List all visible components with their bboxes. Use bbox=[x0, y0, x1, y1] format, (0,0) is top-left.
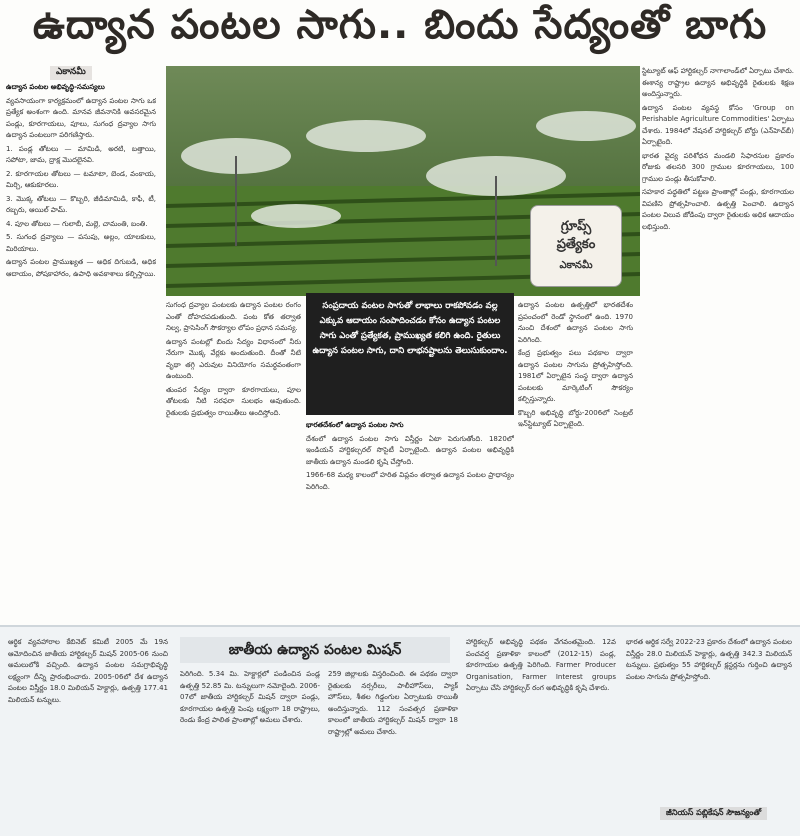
badge-line2: ప్రత్యేకం bbox=[556, 237, 596, 252]
col5-para: భారత వైద్య పరిశోధన మండలి సిఫారసుల ప్రకారం రోజుకు తలసరి 300 గ్రాముల కూరగాయలు, 100 గ్రాముల పండ్లు తీసుకోవాలి. bbox=[642, 151, 794, 183]
col5-para: సహకార పద్ధతిలో పట్టణ ప్రాంతాల్లో పండ్లు, కూరగాయల విపణిని ప్రోత్సహించాలి. ఉత్పత్తి పెంచాలి. ఉద్యాన పంటల విలువ జోడింపు ద్వారా రైతులకు అధిక ఆదాయం లభిస్తుంది. bbox=[642, 188, 794, 231]
col3-para: 1966-68 మధ్య కాలంలో హరిత విప్లవం తర్వాత ఉద్యాన పంటల ప్రాధాన్యం పెరిగింది. bbox=[306, 471, 514, 491]
col4-para: ఉద్యాన పంటల ఉత్పత్తిలో భారతదేశం ప్రపంచంలో రెండో స్థానంలో ఉంది. 1970 నుంచి దేశంలో ఉద్యాన పంటల సాగు పెరిగింది. bbox=[518, 301, 633, 344]
col3-para: దేశంలో ఉద్యాన పంటల సాగు విస్తీర్ణం ఏటా పెరుగుతోంది. 1820లో ఇండియన్ హార్టికల్చరల్ సొసైటీ ఏర్పాటైంది. ఉద్యాన పంటల అభివృద్ధికి జాతీయ ఉద్యాన మండలి కృషి చేస్తోంది. bbox=[306, 434, 514, 466]
article-column-2 bbox=[166, 300, 301, 620]
col2-para: సుగంధ ద్రవ్యాల పంటలకు ఉద్యాన పంటల రంగం ఎంతో దోహదపడుతుంది. పంట కోత తర్వాత నిల్వ, ప్రాసెసింగ్ సౌకర్యాల లోపం ప్రధాన సమస్య. bbox=[166, 301, 301, 332]
box-title: జాతీయ ఉద్యాన పంటల మిషన్ bbox=[180, 637, 450, 663]
box-column-2: పెరిగింది. 5.34 మి. హెక్టార్లలో పండించిన పండ్ల ఉత్పత్తి 52.85 మి. టన్నులుగా నమోదైంది. 2006-07లో జాతీయ హార్టికల్చర్ మిషన్ ద్వారా పండ్లు, కూరగాయల ఉత్పత్తి పెంపు లక్ష్యంగా 18 రాష్ట్రాలు, రెండు కేంద్ర పాలిత ప్రాంతాల్లో అమలు చేశారు. bbox=[180, 670, 320, 724]
col1-heading: ఉద్యాన పంటల అభివృద్ధి-సమస్యలు bbox=[6, 83, 105, 91]
article-column-3 bbox=[306, 420, 514, 620]
col4-para: కేంద్ర ప్రభుత్వం పలు పథకాల ద్వారా ఉద్యాన పంటల సాగును ప్రోత్సహిస్తోంది. 1981లో ఏర్పాటైన సంస్థ ద్వారా ఉద్యాన పంటలకు మార్కెటింగ్ సౌకర్యం కల్పిస్తున్నారు. bbox=[518, 349, 633, 403]
box-column-3: 259 జిల్లాలకు విస్తరించింది. ఈ పథకం ద్వారా రైతులకు నర్సరీలు, పాలీహౌస్‌లు, ప్యాక్ హౌస్‌లు, శీతల గిడ్డంగుల ఏర్పాటుకు రాయితీ అందిస్తున్నారు. 112 సంవత్సర ప్రణాళికా కాలంలో జాతీయ హార్టికల్చర్ మిషన్ ద్వారా 18 రాష్ట్రాల్లో అమలు చేశారు. bbox=[328, 670, 458, 736]
col2-para: తుంపర సేద్యం ద్వారా కూరగాయలు, పూల తోటలకు నీటి సరఫరా సులభం అవుతుంది. రైతులకు ప్రభుత్వం రాయితీలు అందిస్తోంది. bbox=[166, 385, 301, 417]
col1-para: 3. మొక్క తోటలు — కొబ్బరి, జీడిమామిడి, కాఫీ, టీ, రబ్బరు, ఆయిల్ పామ్. bbox=[6, 194, 156, 214]
col1-para: 2. కూరగాయల తోటలు — టమాటా, బెండ, వంకాయ, మిర్చి, ఆకుకూరలు. bbox=[6, 169, 156, 189]
col3-heading: భారతదేశంలో ఉద్యాన పంటల సాగు bbox=[306, 421, 404, 429]
headline: ఉద్యాన పంటల సాగు.. బిందు సేద్యంతో బాగు bbox=[32, 2, 768, 48]
badge-line1: గ్రూప్స్ bbox=[560, 219, 592, 234]
box-column-4: హార్టికల్చర్ అభివృద్ధి పథకం వేగవంతమైంది. 12వ పంచవర్ష ప్రణాళికా కాలంలో (2012-15) పండ్ల, కూరగాయల ఉత్పత్తి పెరిగింది. Farmer Producer Organisation, Farmer Interest groups ఏర్పాటు చేసి హార్టికల్చర్ రంగ అభివృద్ధికి కృషి చేశారు. bbox=[466, 638, 616, 692]
article-column-5 bbox=[642, 66, 794, 621]
col1-para: 5. సుగంధ ద్రవ్యాలు — పసుపు, అల్లం, యాలకులు, మిరియాలు. bbox=[6, 233, 156, 253]
national-horticulture-mission-box bbox=[0, 625, 800, 836]
col1-para: 4. పూల తోటలు — గులాబీ, మల్లె, చామంతి, బంతి. bbox=[6, 219, 148, 228]
box-column-5: భారత ఆర్థిక సర్వే 2022-23 ప్రకారం దేశంలో ఉద్యాన పంటల విస్తీర్ణం 28.0 మిలియన్ హెక్టార్లు, ఉత్పత్తి 342.3 మిలియన్ టన్నులు. ప్రభుత్వం 55 హార్టికల్చర్ క్లస్టర్లను గుర్తించి ఉద్యాన పంటల సాగును ప్రోత్సహిస్తోంది. bbox=[626, 638, 792, 681]
groups-special-badge bbox=[530, 205, 622, 287]
box-column-1: ఆర్థిక వ్యవహారాల కేబినెట్ కమిటీ 2005 మే 19న ఆమోదించిన జాతీయ హార్టికల్చర్ మిషన్ 2005-06 నుంచి అమలులోకి వచ్చింది. ఉద్యాన పంటల సమగ్రాభివృద్ధి లక్ష్యంగా దీన్ని ప్రారంభించారు. 2005-06లో దేశ ఉద్యాన పంటల విస్తీర్ణం 18.0 మిలియన్ హెక్టార్లు, ఉత్పత్తి 177.41 మిలియన్ టన్నులు. bbox=[8, 638, 168, 704]
col1-para: ఉద్యాన పంటల ప్రాముఖ్యత — అధిక దిగుబడి, అధిక ఆదాయం, పోషకాహారం, ఉపాధి అవకాశాలు కల్పిస్తాయి. bbox=[6, 258, 156, 278]
pull-quote: సంప్రదాయ వంటల సాగుతో లాభాలు రాకపోవడం వల్ల ఎక్కువ ఆదాయం సంపాదించడం కోసం ఉద్యాన పంటల సాగు ఎంతో ప్రత్యేకత, ప్రాముఖ్యత కలిగి ఉంది. రైతులు ఉద్యాన పంటల సాగు, దాని లాభనష్టాలను తెలుసుకుందాం. bbox=[306, 293, 514, 415]
section-tag: ఎకానమీ bbox=[50, 66, 92, 80]
col5-para: స్టిట్యూట్ ఆఫ్ హార్టికల్చర్ నాగాలాండ్‌లో ఏర్పాటు చేశారు. ఈశాన్య రాష్ట్రాల ఉద్యాన అభివృద్ధికి రైతులకు శిక్షణ అందిస్తున్నారు. bbox=[642, 67, 794, 98]
article-column-4 bbox=[518, 300, 633, 620]
publisher-credit: జీనియస్ పబ్లికేషన్ సౌజన్యంతో bbox=[660, 807, 767, 820]
col2-para: ఉద్యాన పంటల్లో బిందు సేద్యం విధానంలో నీరు నేరుగా మొక్క వేర్లకు అందుతుంది. దీంతో నీటి వృథా తగ్గి ఎరువుల వినియోగం సమర్థవంతంగా ఉంటుంది. bbox=[166, 337, 301, 380]
col1-para: వ్యవసాయంగా కార్యక్రమంలో ఉద్యాన పంటల సాగు ఒక ప్రత్యేక అంశంగా ఉంది. మానవ జీవనానికి అవసరమైన పండ్లు, కూరగాయలు, పూలు, సుగంధ ద్రవ్యాల సాగు ఉద్యాన పంటలుగా పరిగణిస్తారు. bbox=[6, 96, 156, 139]
col4-para: కొబ్బరి అభివృద్ధి బోర్డు-2006లో సెంట్రల్ ఇన్‌స్టిట్యూట్ ఏర్పాటైంది. bbox=[518, 408, 633, 428]
article-column-1 bbox=[6, 82, 156, 622]
col5-para: ఉద్యాన పంటల వ్యవస్థ కోసం 'Group on Perishable Agriculture Commodities' ఏర్పాటు చేశారు. 1984లో నేషనల్ హార్టికల్చర్ బోర్డు (ఎన్‌హెచ్‌బీ) ఏర్పాటైంది. bbox=[642, 103, 794, 146]
col1-para: 1. పండ్ల తోటలు — మామిడి, అరటి, బత్తాయి, సపోటా, జామ, ద్రాక్ష మొదలైనవి. bbox=[6, 144, 156, 164]
badge-line3: ఎకానమీ bbox=[559, 260, 593, 271]
